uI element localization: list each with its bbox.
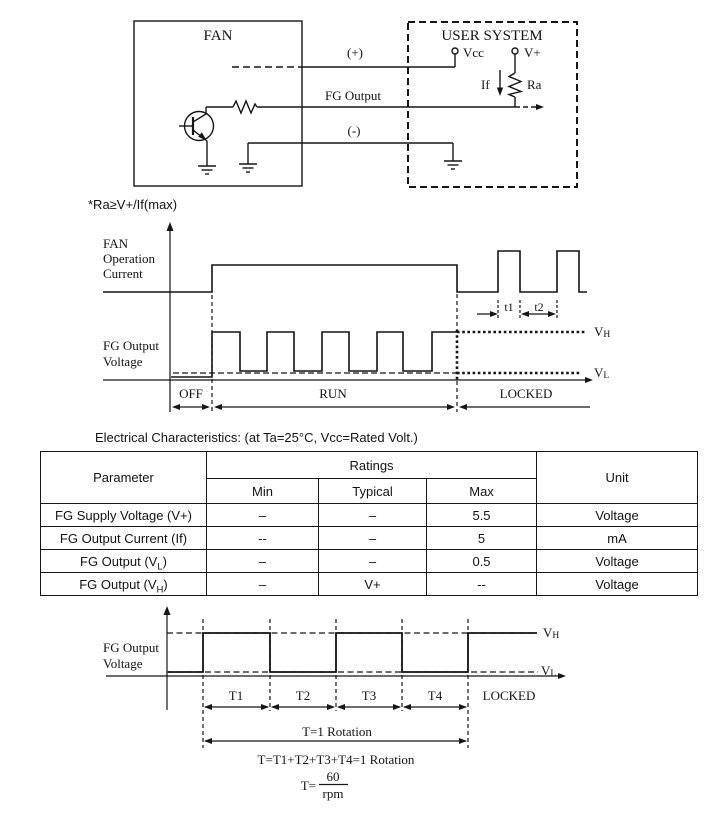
fan-current-label-1: FAN [103,236,129,251]
t1-label: T1 [228,688,244,703]
user-system-label: USER SYSTEM [441,28,543,44]
param-cell: FG Output Current (If) [41,527,207,550]
phase-locked-label: LOCKED [499,386,553,401]
y-axis-arrowhead [167,222,174,231]
param-cell: FG Supply Voltage (V+) [41,504,207,527]
fg-voltage-waveform [168,633,537,672]
col-header-min: Min [207,479,319,504]
vplus-terminal [512,48,518,54]
col-header-unit: Unit [537,452,698,504]
if-arrowhead [497,88,503,97]
vl-label: VL [541,663,557,679]
t1-label: t1 [504,300,514,314]
ra-label: Ra [527,77,542,92]
fg-voltage-label-2: Voltage [103,656,143,671]
minus-wire [248,143,453,164]
plus-label: (+) [347,45,363,60]
if-label: If [481,77,490,92]
ground-symbol-user [444,161,462,169]
fg-output-label: FG Output [325,88,381,103]
col-header-ratings: Ratings [207,452,537,479]
fan-box [134,21,302,186]
rotation-formula: T=T1+T2+T3+T4=1 Rotation [257,752,415,767]
minus-label: (-) [347,123,361,138]
fg-voltage-waveform [171,332,457,377]
plus-wire [232,54,455,67]
fan-current-waveform [103,251,587,292]
fg-voltage-label-1: FG Output [103,338,159,353]
fan-current-label-3: Current [103,266,143,281]
ra-branch [509,54,521,107]
ground-symbol-emitter [198,166,216,174]
fg-voltage-label-1: FG Output [103,640,159,655]
y-axis-arrowhead [164,606,171,615]
vh-label: VH [594,324,611,340]
fan-box-label: FAN [203,28,233,44]
vcc-label: Vcc [463,45,484,60]
t2-label: T2 [295,688,311,703]
fg-exit-arrowhead [536,104,544,110]
rotation-note: T=1 Rotation [302,724,372,739]
fraction-denominator: rpm [322,786,344,801]
ra-formula-note: *Ra≥V+/If(max) [88,197,178,212]
table-row: FG Output Current (If) -- – 5 mA [41,527,698,550]
vplus-label: V+ [524,45,541,60]
circuit-diagram [0,0,717,218]
vcc-terminal [452,48,458,54]
col-header-parameter: Parameter [41,452,207,504]
fan-current-label-2: Operation [103,251,155,266]
table-row: FG Output $(V_H)$ – V+ -- Voltage [41,573,698,596]
user-system-box [408,22,577,187]
timing-diagram-main [0,218,717,420]
time-axis-arrowhead [585,377,593,383]
transistor-symbol [179,107,214,166]
col-header-max: Max [427,479,537,504]
electrical-characteristics-table [40,451,698,596]
timing-diagram-rotation [0,600,717,818]
table-row: FG Output $(V_L)$ – – 0.5 Voltage [41,550,698,573]
param-cell: FG Output $(V_L)$ [41,550,207,573]
fraction-numerator: 60 [326,769,340,784]
table-title: Electrical Characteristics: (at Ta=25°C, Vcc=Rated Volt.) [95,430,418,445]
table-row: FG Supply Voltage (V+) – – 5.5 Voltage [41,504,698,527]
t2-label: t2 [534,300,544,314]
vl-label: VL [594,365,610,381]
phase-off-label: OFF [179,386,203,401]
col-header-typical: Typical [319,479,427,504]
t4-label: T4 [427,688,443,703]
phase-run-label: RUN [319,386,347,401]
t-equals: T= [300,778,316,793]
time-axis-arrowhead [558,673,566,679]
fg-voltage-label-2: Voltage [103,354,143,369]
locked-label: LOCKED [482,688,536,703]
t3-label: T3 [361,688,377,703]
locked-dotted-levels [457,330,586,381]
vh-label: VH [543,625,560,641]
param-cell: FG Output $(V_H)$ [41,573,207,596]
ground-symbol-fan [239,164,257,172]
